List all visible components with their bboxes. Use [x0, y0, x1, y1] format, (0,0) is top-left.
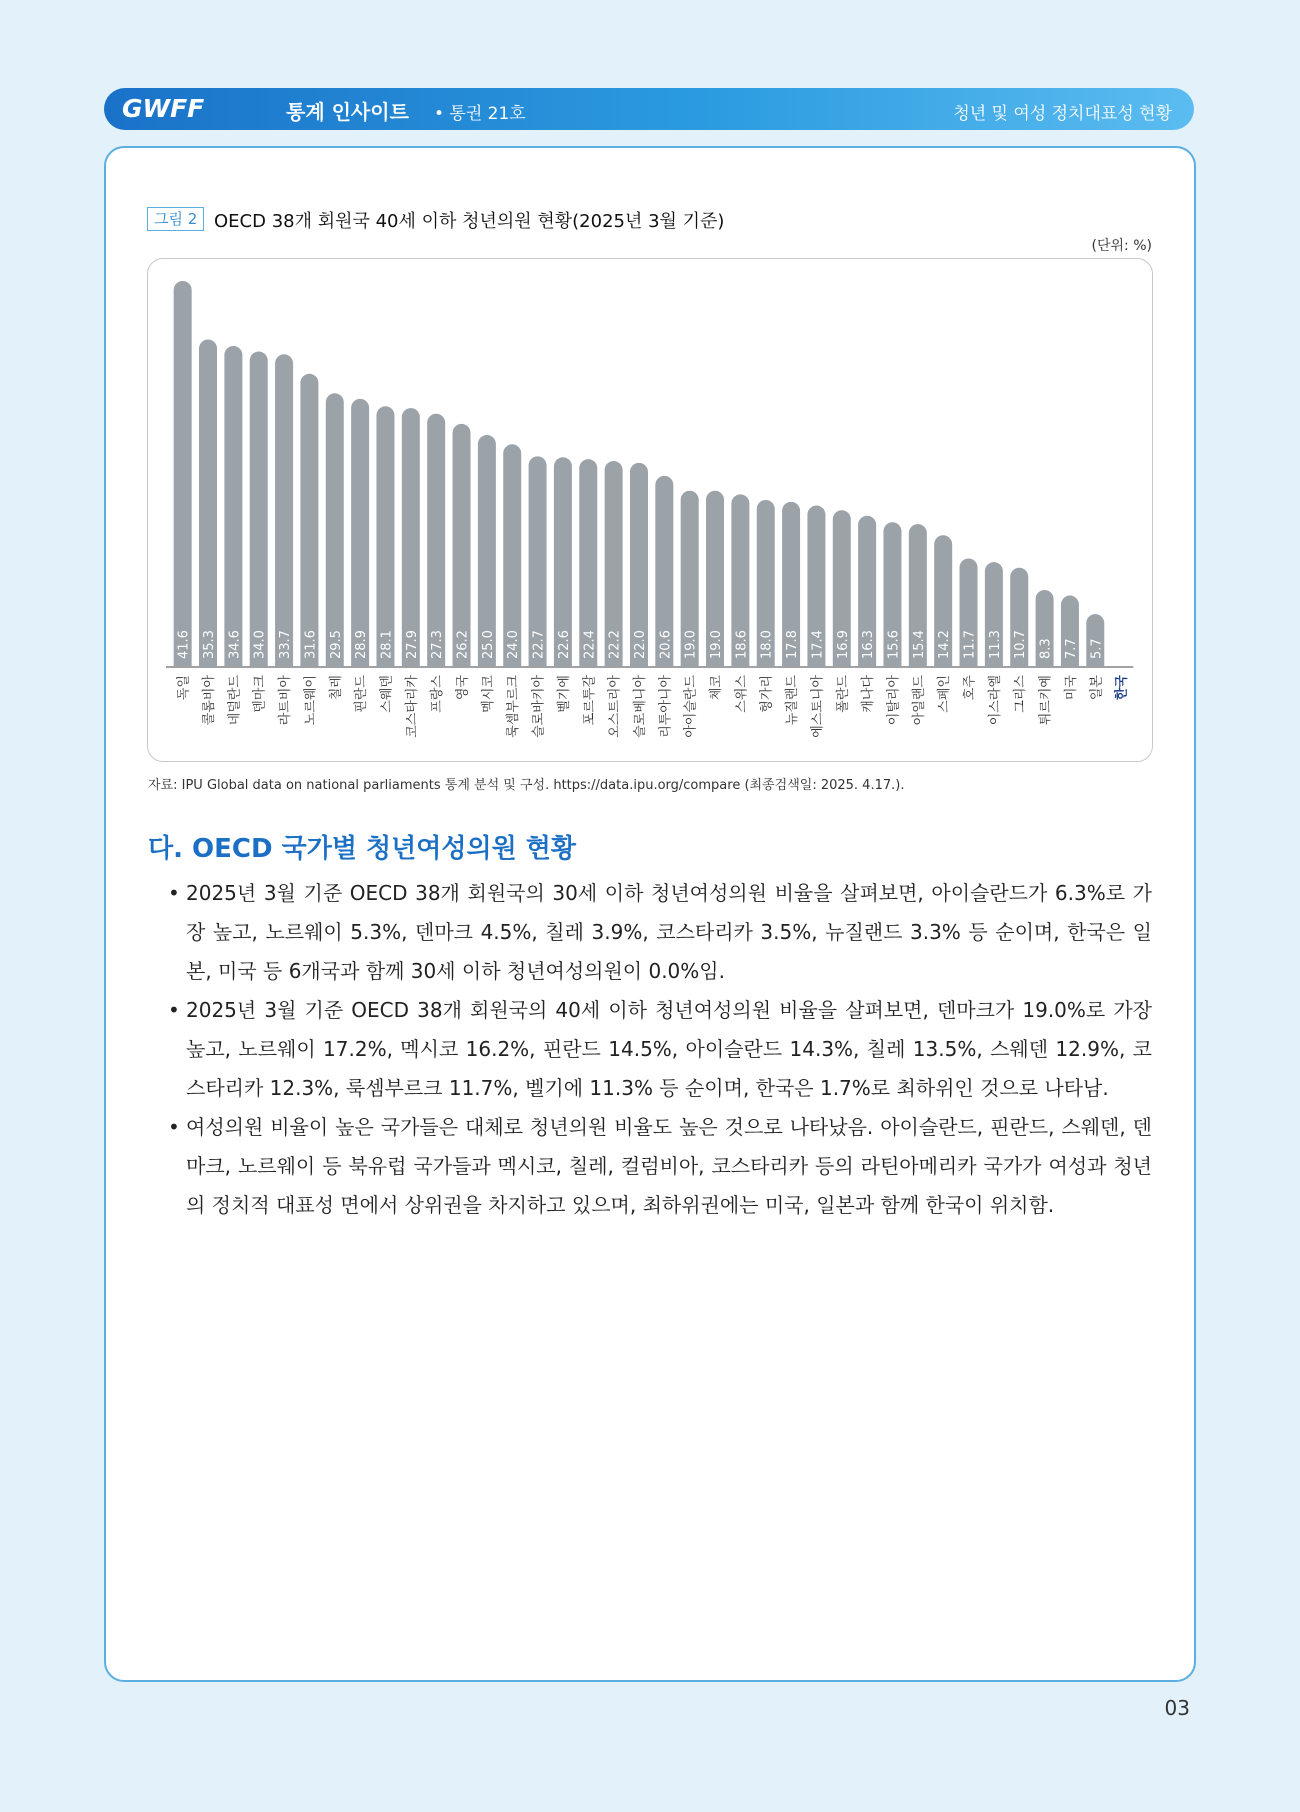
tick-label-체코: 체코	[709, 675, 725, 701]
bar-핀란드	[351, 399, 369, 667]
data-label-노르웨이: 31.6	[303, 630, 319, 659]
tick-label-아이슬란드: 아이슬란드	[683, 675, 699, 738]
data-label-에스토니아: 17.4	[810, 630, 826, 659]
bar-코스타리카	[402, 408, 420, 667]
page-number: 03	[1164, 1696, 1190, 1720]
data-label-헝가리: 18.0	[759, 630, 775, 659]
data-label-리투아니아: 20.6	[658, 630, 674, 659]
tick-label-튀르키예: 튀르키예	[1038, 675, 1054, 726]
data-label-영국: 26.2	[455, 630, 471, 659]
header-bar	[104, 88, 1194, 130]
tick-label-아일랜드: 아일랜드	[911, 675, 927, 726]
bar-chart	[148, 259, 1152, 761]
bar-노르웨이	[300, 374, 318, 667]
data-label-이탈리아: 15.6	[886, 630, 902, 659]
data-label-체코: 19.0	[709, 630, 725, 659]
data-label-네덜란드: 34.6	[227, 630, 243, 659]
tick-label-리투아니아: 리투아니아	[658, 675, 674, 738]
data-label-룩셈부르크: 24.0	[506, 630, 522, 659]
tick-label-핀란드: 핀란드	[354, 675, 370, 713]
data-label-덴마크: 34.0	[252, 630, 268, 659]
data-label-독일: 41.6	[176, 630, 192, 659]
tick-label-프랑스: 프랑스	[430, 675, 446, 713]
gwff-logo: GWFF	[122, 94, 205, 123]
bar-프랑스	[427, 414, 445, 667]
tick-label-스위스: 스위스	[734, 675, 750, 713]
data-label-미국: 7.7	[1063, 638, 1079, 659]
data-label-핀란드: 28.9	[354, 630, 370, 659]
tick-label-일본: 일본	[1089, 675, 1105, 701]
bar-네덜란드	[224, 346, 242, 667]
data-label-슬로바키아: 22.7	[531, 630, 547, 659]
data-label-일본: 5.7	[1089, 638, 1105, 659]
issue-number: • 통권 21호	[434, 104, 526, 124]
bar-콜롬비아	[199, 339, 217, 667]
data-label-프랑스: 27.3	[430, 630, 446, 659]
tick-label-룩셈부르크: 룩셈부르크	[506, 675, 522, 738]
bullet-item: • 2025년 3월 기준 OECD 38개 회원국의 30세 이하 청년여성의원 비율을 살펴보면, 아이슬란드가 6.3%로 가장 높고, 노르웨이 5.3%, 덴마크 4.5%, 칠레 3.9%, 코스타리카 3.5%, 뉴질랜드 3.3% 등 순이며, 한국은 일본, 미국 등 6개국과 함께 30세 이하 청년여성의원이 0.0%임.	[168, 874, 1152, 991]
data-label-캐나다: 16.3	[861, 630, 877, 659]
tick-label-그리스: 그리스	[1013, 675, 1029, 713]
bar-스웨덴	[376, 406, 394, 667]
data-label-오스트리아: 22.2	[607, 630, 623, 659]
data-label-칠레: 29.5	[328, 630, 344, 659]
tick-label-뉴질랜드: 뉴질랜드	[785, 675, 801, 726]
bullet-item: • 여성의원 비율이 높은 국가들은 대체로 청년의원 비율도 높은 것으로 나타났음. 아이슬란드, 핀란드, 스웨덴, 덴마크, 노르웨이 등 북유럽 국가들과 멕시코, 칠레, 컬럼비아, 코스타리카 등의 라틴아메리카 국가가 여성과 청년의 정치적 대표성 면에서 상위권을 차지하고 있으며, 최하위권에는 미국, 일본과 함께 한국이 위치함.	[168, 1108, 1152, 1225]
data-label-스위스: 18.6	[734, 630, 750, 659]
data-label-라트비아: 33.7	[278, 630, 294, 659]
tick-label-슬로바키아: 슬로바키아	[531, 675, 547, 738]
tick-label-오스트리아: 오스트리아	[607, 675, 623, 738]
bar-독일	[174, 281, 192, 667]
section-title: 다. OECD 국가별 청년여성의원 현황	[148, 834, 577, 864]
tick-label-이탈리아: 이탈리아	[886, 675, 902, 726]
data-label-스페인: 14.2	[937, 630, 953, 659]
data-label-아이슬란드: 19.0	[683, 630, 699, 659]
tick-label-노르웨이: 노르웨이	[303, 675, 319, 726]
header-title: 청년 및 여성 정치대표성 현황	[953, 104, 1172, 124]
tick-label-포르투갈: 포르투갈	[582, 675, 598, 726]
bar-라트비아	[275, 354, 293, 667]
bullet-list	[168, 874, 1152, 1225]
tick-label-미국: 미국	[1063, 675, 1079, 701]
series-name: 통계 인사이트	[286, 100, 409, 124]
chart-frame	[147, 258, 1153, 762]
tick-label-영국: 영국	[455, 675, 471, 701]
tick-label-덴마크: 덴마크	[252, 675, 268, 713]
tick-label-슬로베니아: 슬로베니아	[632, 675, 648, 738]
tick-label-멕시코: 멕시코	[480, 675, 496, 713]
tick-label-이스라엘: 이스라엘	[987, 675, 1003, 726]
tick-label-라트비아: 라트비아	[278, 675, 294, 726]
tick-label-폴란드: 폴란드	[835, 675, 851, 713]
data-label-아일랜드: 15.4	[911, 630, 927, 659]
data-label-그리스: 10.7	[1013, 630, 1029, 659]
data-label-슬로베니아: 22.0	[632, 630, 648, 659]
tick-label-벨기에: 벨기에	[556, 675, 572, 713]
data-label-스웨덴: 28.1	[379, 630, 395, 659]
data-label-콜롬비아: 35.3	[202, 630, 218, 659]
figure-label: 그림 2	[147, 207, 204, 231]
data-label-벨기에: 22.6	[556, 630, 572, 659]
tick-label-호주: 호주	[962, 675, 978, 701]
data-label-뉴질랜드: 17.8	[785, 630, 801, 659]
tick-label-한국: 한국	[1114, 675, 1130, 701]
tick-label-코스타리카: 코스타리카	[404, 675, 420, 738]
bar-칠레	[326, 393, 344, 667]
bullet-item: • 2025년 3월 기준 OECD 38개 회원국의 40세 이하 청년여성의원 비율을 살펴보면, 덴마크가 19.0%로 가장 높고, 노르웨이 17.2%, 멕시코 16.2%, 핀란드 14.5%, 아이슬란드 14.3%, 칠레 13.5%, 스웨덴 12.9%, 코스타리카 12.3%, 룩셈부르크 11.7%, 벨기에 11.3% 등 순이며, 한국은 1.7%로 최하위인 것으로 나타남.	[168, 991, 1152, 1108]
figure-unit: (단위: %)	[1091, 238, 1152, 254]
tick-label-스페인: 스페인	[937, 675, 953, 713]
data-label-호주: 11.7	[962, 630, 978, 659]
data-label-폴란드: 16.9	[835, 630, 851, 659]
figure-source: 자료: IPU Global data on national parliaments 통계 분석 및 구성. https://data.ipu.org/compare (최종검색일: 2025. 4.17.).	[148, 778, 905, 793]
tick-label-헝가리: 헝가리	[759, 675, 775, 713]
tick-label-콜롬비아: 콜롬비아	[202, 675, 218, 726]
data-label-이스라엘: 11.3	[987, 630, 1003, 659]
data-label-멕시코: 25.0	[480, 630, 496, 659]
tick-label-캐나다: 캐나다	[861, 675, 877, 713]
tick-label-네덜란드: 네덜란드	[227, 675, 243, 726]
tick-label-에스토니아: 에스토니아	[810, 675, 826, 738]
tick-label-스웨덴: 스웨덴	[379, 675, 395, 713]
figure-title: OECD 38개 회원국 40세 이하 청년의원 현황(2025년 3월 기준)	[214, 211, 725, 232]
tick-label-독일: 독일	[176, 675, 192, 701]
data-label-튀르키예: 8.3	[1038, 638, 1054, 659]
tick-label-칠레: 칠레	[328, 675, 344, 701]
data-label-포르투갈: 22.4	[582, 630, 598, 659]
bar-덴마크	[250, 352, 268, 667]
data-label-코스타리카: 27.9	[404, 630, 420, 659]
